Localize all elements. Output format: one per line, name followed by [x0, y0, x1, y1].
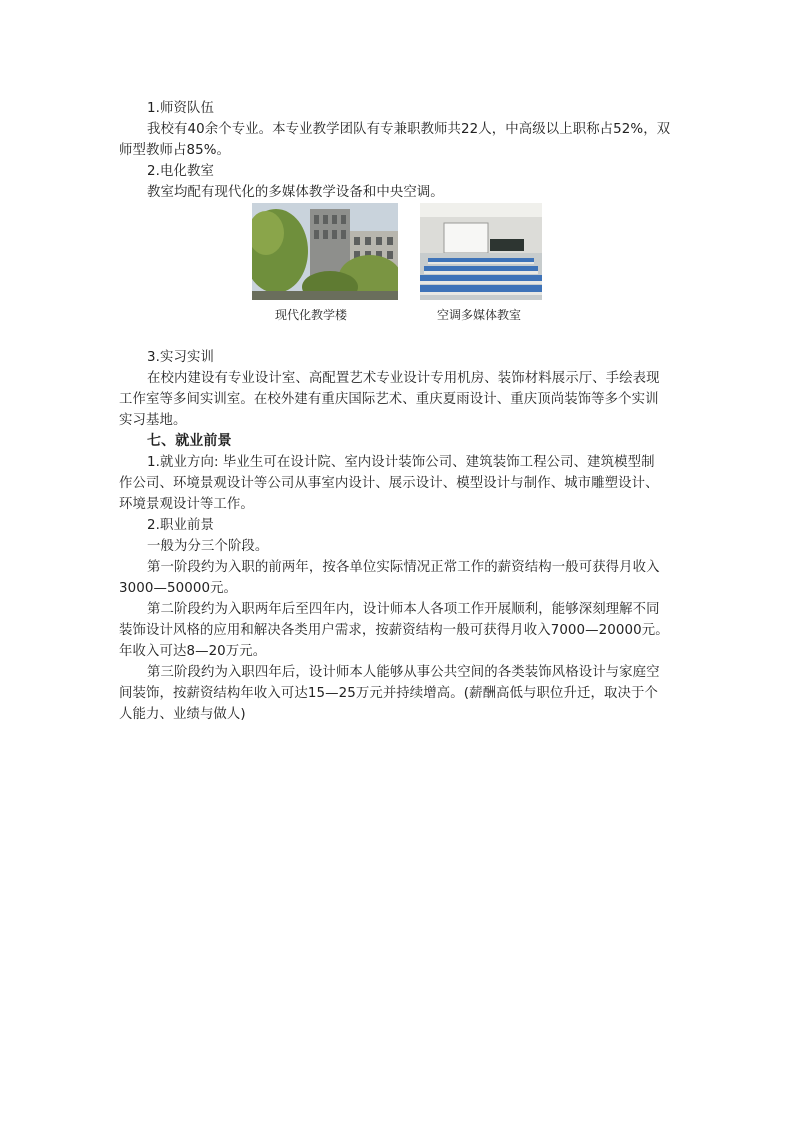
stage-two-line: 第二阶段约为入职两年后至四年内，设计师本人各项工作开展顺利，能够深刻理解不同 [147, 602, 660, 617]
multimedia-classroom-photo [420, 203, 542, 300]
stage-one-line: 第一阶段约为入职的前两年，按各单位实际情况正常工作的薪资结构一般可获得月收入 [147, 560, 660, 575]
stage-one-line: 3000—50000元。 [119, 581, 238, 596]
stage-two-line: 装饰设计风格的应用和解决各类用户需求，按薪资结构一般可获得月收入7000—20000元。 [119, 623, 669, 638]
av-classroom-heading: 2.电化教室 [147, 164, 214, 179]
stage-two-line: 年收入可达8—20万元。 [119, 644, 267, 659]
teachers-heading: 1.师资队伍 [147, 101, 214, 116]
teachers-body-line: 我校有40余个专业。本专业教学团队有专兼职教师共22人，中高级以上职称占52%，双 [147, 122, 671, 137]
av-classroom-body: 教室均配有现代化的多媒体教学设备和中央空调。 [147, 185, 444, 200]
training-body-line: 在校内建设有专业设计室、高配置艺术专业设计专用机房、装饰材料展示厅、手绘表现 [147, 371, 660, 386]
stage-three-line: 第三阶段约为入职四年后，设计师本人能够从事公共空间的各类装饰风格设计与家庭空 [147, 665, 660, 680]
stages-intro: 一般为分三个阶段。 [147, 539, 269, 554]
employment-direction-line: 作公司、环境景观设计等公司从事室内设计、展示设计、模型设计与制作、城市雕塑设计、 [119, 476, 659, 491]
teaching-building-photo [252, 203, 398, 300]
classroom-photo-caption: 空调多媒体教室 [436, 308, 521, 322]
stage-three-line: 人能力、业绩与做人) [119, 707, 246, 722]
career-prospect-heading: 2.职业前景 [147, 518, 214, 533]
building-photo-caption: 现代化教学楼 [274, 308, 347, 322]
employment-direction-line: 环境景观设计等工作。 [119, 497, 254, 512]
employment-direction-line: 1.就业方向: 毕业生可在设计院、室内设计装饰公司、建筑装饰工程公司、建筑模型制 [147, 455, 655, 470]
employment-heading: 七、就业前景 [147, 433, 232, 449]
training-body-line: 工作室等多间实训室。在校外建有重庆国际艺术、重庆夏雨设计、重庆顶尚装饰等多个实训 [119, 392, 659, 407]
training-heading: 3.实习实训 [147, 350, 214, 365]
teachers-body-line: 师型教师占85%。 [119, 143, 231, 158]
training-body-line: 实习基地。 [119, 413, 187, 428]
stage-three-line: 间装饰，按薪资结构年收入可达15—25万元并持续增高。(薪酬高低与职位升迁，取决于个 [119, 686, 658, 701]
